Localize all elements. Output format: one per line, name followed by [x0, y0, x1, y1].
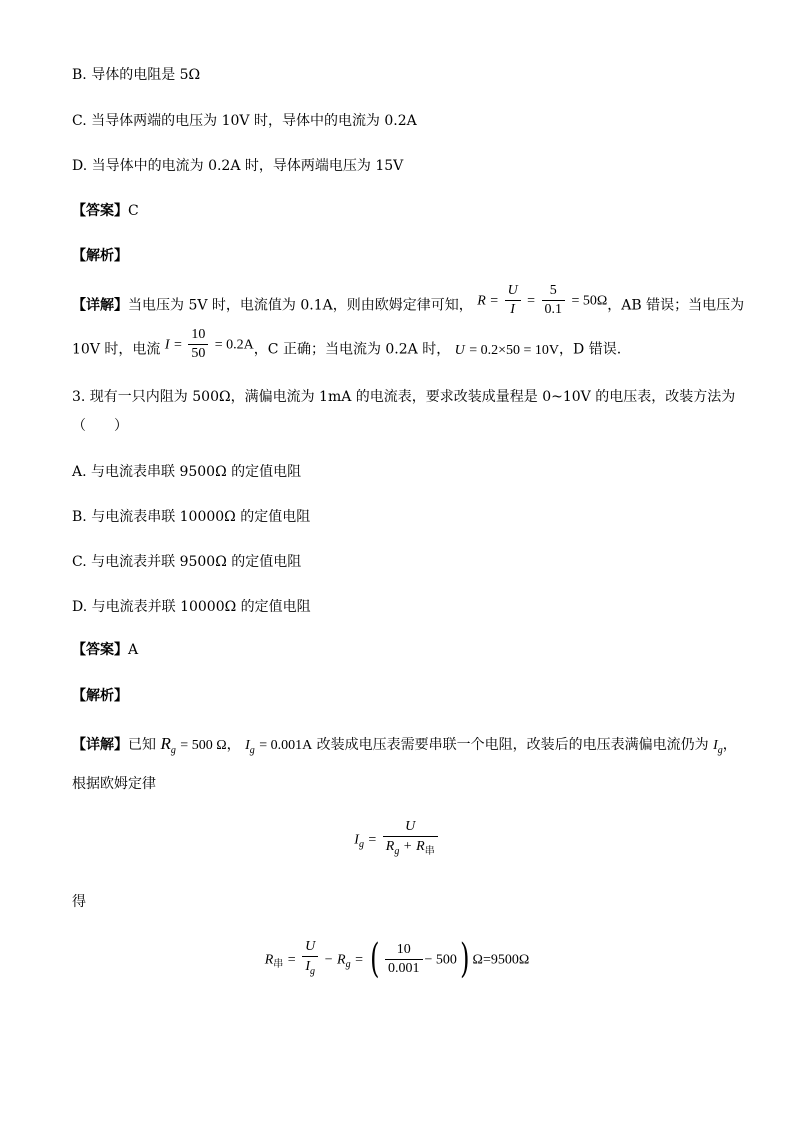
- formula-voltage: U = 0.2×50 = 10V: [454, 342, 560, 358]
- q3-option-d: D. 与电流表并联 10000Ω 的定值电阻: [72, 599, 311, 615]
- q3-analysis-tag: 【解析】: [72, 688, 128, 704]
- formula-ig-ref: $I_g$: [713, 738, 723, 756]
- comma: ，: [722, 737, 737, 753]
- detail-text-end: ，D 错误.: [559, 341, 622, 358]
- q3-detail-line-2: 根据欧姆定律: [72, 776, 156, 792]
- comma: ，: [226, 737, 241, 753]
- q3-detail-line-1: [72, 734, 737, 761]
- detail-text: 已知: [128, 737, 156, 753]
- detail-tag: 【详解】: [72, 297, 128, 314]
- formula-current: I = $\frac{10}{50}$ = 0.2A: [164, 327, 254, 361]
- q2-detail-line-2: [72, 327, 622, 363]
- q2-analysis-tag: 【解析】: [72, 248, 128, 264]
- formula-result: $R_串$ = $\frac{U}{I_g}$ − $R_g$ = ( $\frac{10}{0.001}$ − 500) Ω=9500Ω: [264, 936, 530, 983]
- formula-ohm-r: R = $\frac{U}{I}$ = $\frac{5}{0.1}$ = 50Ω: [477, 283, 608, 317]
- detail-text: 改装成电压表需要串联一个电阻，改装后的电压表满偏电流仍为: [316, 737, 709, 753]
- formula-ig: $I_g = 0.001A$: [245, 738, 313, 756]
- formula-rg: $R_g = 500$ Ω: [160, 734, 227, 756]
- detail-text: 当电压为 5V 时，电流值为 0.1A，则由欧姆定律可知，: [128, 297, 473, 314]
- formula-ohm-series: $I_g$ = $\frac{U}{R_g + R_串}$: [0, 818, 794, 861]
- detail-text: 10V 时，电流: [72, 341, 161, 358]
- q3-option-b: B. 与电流表串联 10000Ω 的定值电阻: [72, 509, 311, 525]
- result-value: Ω=9500Ω: [472, 952, 530, 968]
- q2-answer: [72, 201, 139, 221]
- answer-tag: 【答案】: [72, 203, 128, 219]
- detail-text: ，C 正确；当电流为 0.2A 时，: [253, 341, 451, 358]
- q3-answer: [72, 640, 138, 660]
- q2-option-d: D. 当导体中的电流为 0.2A 时，导体两端电压为 15V: [72, 158, 404, 174]
- detail-text-end: ，AB 错误；当电压为: [607, 297, 745, 314]
- q2-option-c: C. 当导体两端的电压为 10V 时，导体中的电流为 0.2A: [72, 113, 417, 129]
- answer-value: C: [128, 203, 139, 219]
- detail-tag: 【详解】: [72, 737, 128, 753]
- answer-value: A: [128, 642, 139, 658]
- q3-option-c: C. 与电流表并联 9500Ω 的定值电阻: [72, 554, 302, 570]
- q3-stem-paren: （ ）: [72, 418, 128, 434]
- q3-stem: 3. 现有一只内阻为 500Ω，满偏电流为 1mA 的电流表，要求改装成量程是 0~10V 的电压表，改装方法为: [72, 389, 736, 405]
- q3-de: 得: [72, 894, 86, 910]
- q3-option-a: A. 与电流表串联 9500Ω 的定值电阻: [72, 464, 302, 480]
- answer-tag: 【答案】: [72, 642, 128, 658]
- q2-option-b: B. 导体的电阻是 5Ω: [72, 67, 201, 83]
- q2-detail-line-1: [72, 283, 745, 319]
